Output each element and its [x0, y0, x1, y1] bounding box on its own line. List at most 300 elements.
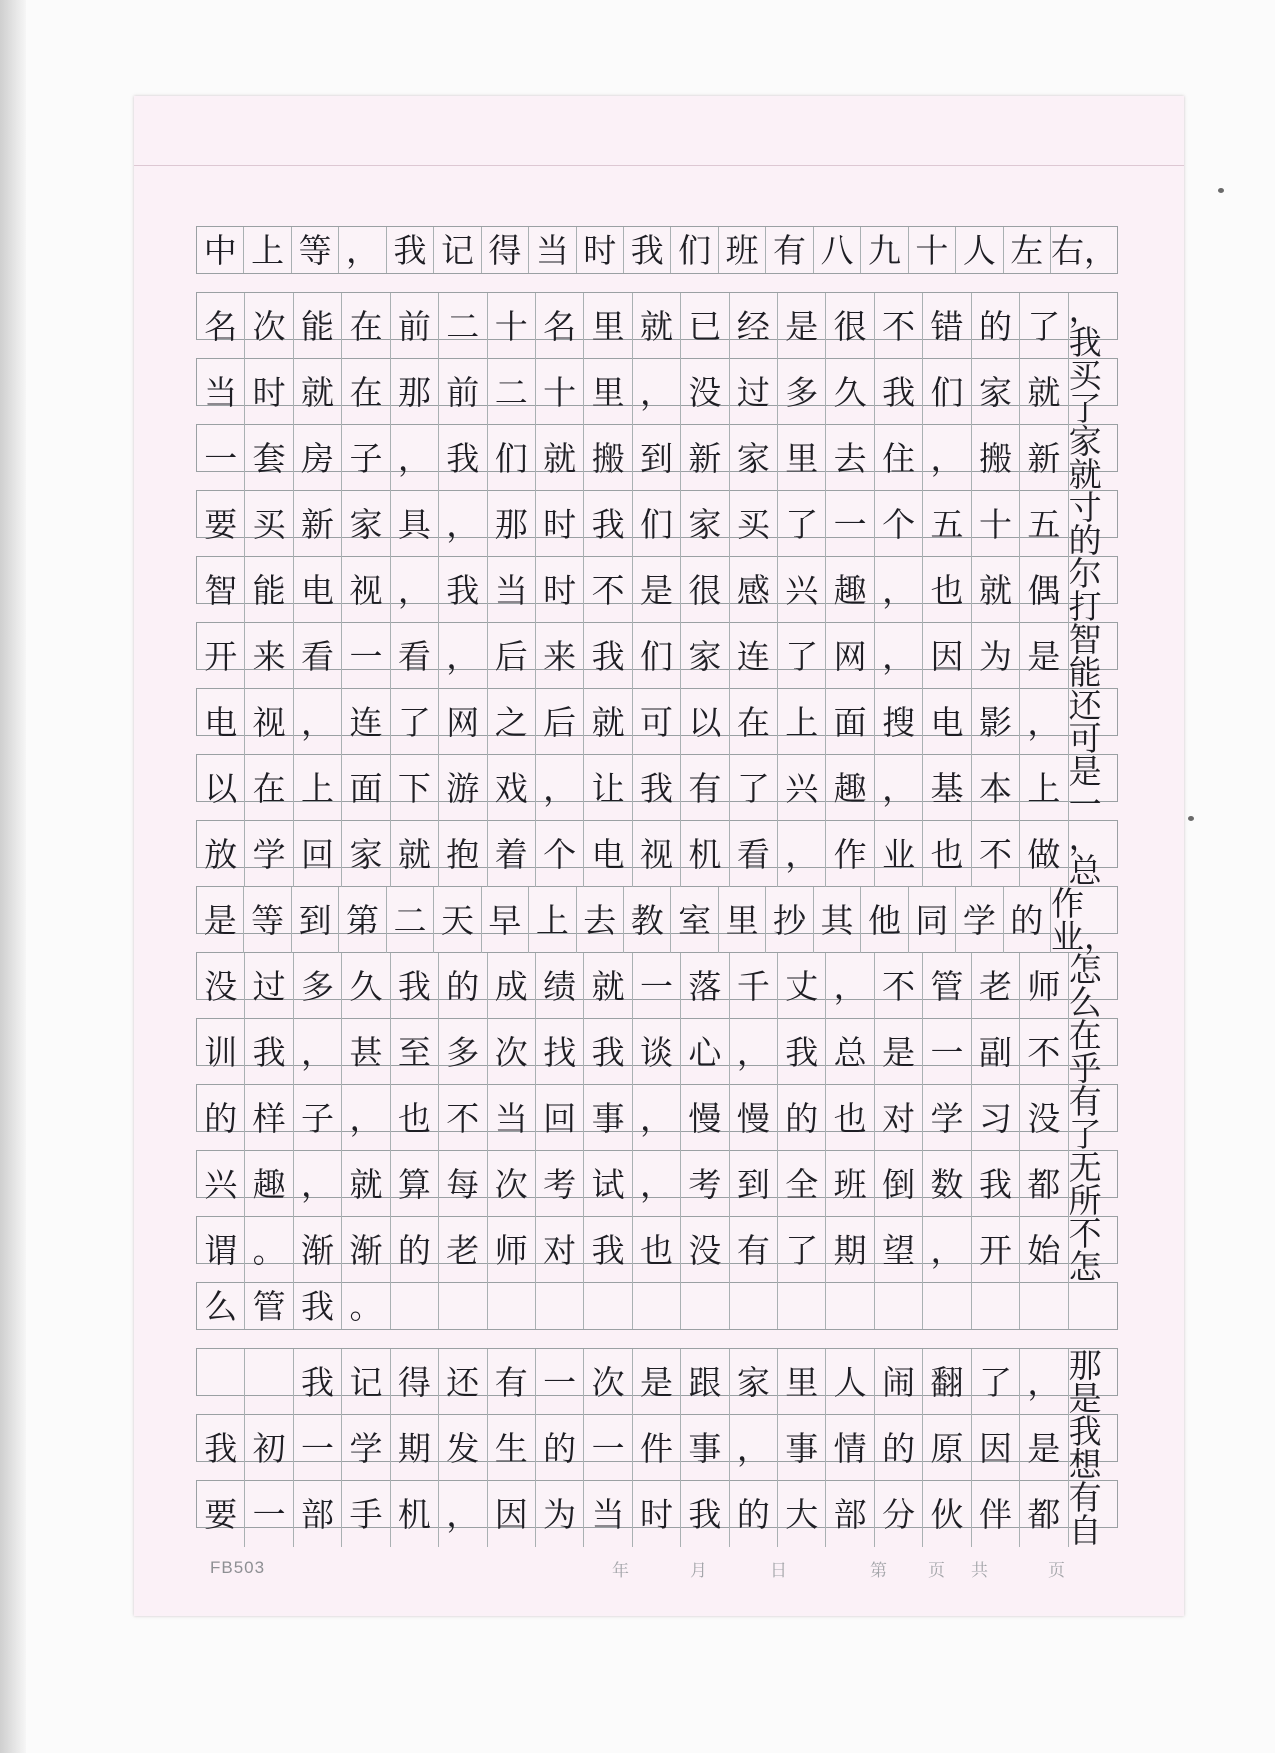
manuscript-cell: 时 [633, 1481, 681, 1547]
manuscript-cell: 很 [681, 557, 729, 623]
manuscript-cell: 在 [245, 755, 293, 821]
manuscript-cell: 五 [923, 491, 971, 557]
manuscript-cell: 那 [488, 491, 536, 557]
manuscript-cell: 考 [536, 1151, 584, 1217]
manuscript-cell: 过 [730, 359, 778, 425]
manuscript-cell: 无所 [1068, 1148, 1102, 1220]
manuscript-cell: 的 [778, 1085, 826, 1151]
manuscript-cell: 师 [488, 1217, 536, 1283]
manuscript-cell: 是一 [1068, 752, 1102, 824]
manuscript-cell: 他 [861, 887, 908, 953]
manuscript-cell: 因 [972, 1415, 1020, 1481]
manuscript-cell [391, 1283, 439, 1329]
manuscript-cell: 作业， [1050, 884, 1117, 956]
manuscript-cell: 对 [875, 1085, 923, 1151]
manuscript-cell: 不 [1020, 1019, 1068, 1085]
manuscript-cell: 十 [972, 491, 1020, 557]
manuscript-cell: 我 [584, 623, 632, 689]
manuscript-cell: ， [391, 557, 439, 623]
manuscript-cell: 上 [529, 887, 576, 953]
manuscript-cell: 去 [577, 887, 624, 953]
manuscript-cell: 没 [1020, 1085, 1068, 1151]
manuscript-cell: ， [391, 425, 439, 491]
manuscript-cell: 时 [536, 557, 584, 623]
manuscript-cell: 时 [245, 359, 293, 425]
manuscript-cell: 买 [730, 491, 778, 557]
manuscript-cell: 次 [488, 1019, 536, 1085]
footer-page-mid: 页共 [928, 1561, 1014, 1581]
manuscript-cell: 可 [633, 689, 681, 755]
manuscript-cell: 去 [826, 425, 874, 491]
manuscript-cell: 久 [826, 359, 874, 425]
manuscript-cell: 等 [292, 227, 339, 273]
manuscript-cell: 一 [923, 1019, 971, 1085]
manuscript-cell [584, 1283, 632, 1329]
manuscript-cell: 子 [342, 425, 390, 491]
manuscript-cell: 家 [681, 623, 729, 689]
manuscript-cell: ， [294, 689, 342, 755]
manuscript-cell: 试 [584, 1151, 632, 1217]
manuscript-cell: 当 [529, 227, 576, 273]
footer-page-suffix: 页 [1048, 1561, 1065, 1581]
manuscript-cell: 么 [197, 1283, 245, 1329]
manuscript-cell: 寸的 [1068, 488, 1102, 560]
manuscript-cell: 来 [536, 623, 584, 689]
manuscript-row [196, 1412, 1118, 1484]
manuscript-cell: 网 [826, 623, 874, 689]
manuscript-cell: 有自 [1068, 1478, 1102, 1550]
manuscript-cell: 班 [719, 227, 766, 273]
manuscript-cell: 看 [294, 623, 342, 689]
manuscript-cell: ， [294, 1019, 342, 1085]
manuscript-row [196, 1148, 1118, 1220]
manuscript-cell: 新 [1020, 425, 1068, 491]
manuscript-cell: 上 [244, 227, 291, 273]
manuscript-cell: 闹 [875, 1349, 923, 1415]
manuscript-cell: 连 [730, 623, 778, 689]
manuscript-cell: 情 [826, 1415, 874, 1481]
manuscript-cell: 能 [245, 557, 293, 623]
manuscript-cell: 视 [342, 557, 390, 623]
manuscript-cell: 房 [294, 425, 342, 491]
manuscript-cell: 就 [294, 359, 342, 425]
manuscript-cell: 还可 [1068, 686, 1102, 758]
manuscript-cell: 总 [826, 1019, 874, 1085]
manuscript-cell: 因 [488, 1481, 536, 1547]
manuscript-cell: 抱 [439, 821, 487, 887]
manuscript-cell: 们 [488, 425, 536, 491]
manuscript-cell: 有 [730, 1217, 778, 1283]
manuscript-cell: 二 [439, 293, 487, 359]
manuscript-cell: 其 [814, 887, 861, 953]
manuscript-row [196, 554, 1118, 626]
manuscript-cell: 当 [584, 1481, 632, 1547]
manuscript-cell: 家 [681, 491, 729, 557]
manuscript-cell: 十 [536, 359, 584, 425]
manuscript-cell: 机 [391, 1481, 439, 1547]
manuscript-cell: 落 [681, 953, 729, 1019]
manuscript-cell: 具 [391, 491, 439, 557]
manuscript-cell: 记 [434, 227, 481, 273]
manuscript-cell: 因 [923, 623, 971, 689]
manuscript-cell: 事 [778, 1415, 826, 1481]
manuscript-cell: 那是 [1068, 1346, 1102, 1418]
manuscript-cell: 怎么 [1068, 950, 1102, 1022]
manuscript-cell: 学 [245, 821, 293, 887]
manuscript-cell: 得 [482, 227, 529, 273]
scan-speck [1188, 816, 1194, 821]
manuscript-cell [245, 1349, 293, 1415]
manuscript-cell: 我 [439, 425, 487, 491]
manuscript-cell: 感 [730, 557, 778, 623]
manuscript-cell: 时 [577, 227, 624, 273]
manuscript-cell: 回 [294, 821, 342, 887]
manuscript-cell: 不 [875, 293, 923, 359]
manuscript-cell: 回 [536, 1085, 584, 1151]
manuscript-cell: 教 [624, 887, 671, 953]
manuscript-cell: 我 [391, 953, 439, 1019]
manuscript-row [196, 752, 1118, 824]
manuscript-cell: 就 [584, 689, 632, 755]
manuscript-cell: 也 [923, 557, 971, 623]
manuscript-cell: 的 [197, 1085, 245, 1151]
manuscript-cell: 有 [766, 227, 813, 273]
manuscript-cell: 前 [439, 359, 487, 425]
manuscript-cell: 家 [730, 1349, 778, 1415]
manuscript-cell: 的 [972, 293, 1020, 359]
manuscript-cell: 室 [671, 887, 718, 953]
manuscript-cell: 看 [391, 623, 439, 689]
manuscript-cell [681, 1283, 729, 1329]
manuscript-cell: 是 [633, 557, 681, 623]
manuscript-cell: 家 [730, 425, 778, 491]
manuscript-cell: 全 [778, 1151, 826, 1217]
manuscript-cell: 趣 [826, 557, 874, 623]
manuscript-cell: ， [342, 1085, 390, 1151]
manuscript-cell: 发 [439, 1415, 487, 1481]
manuscript-cell: 要 [197, 491, 245, 557]
manuscript-cell: 左 [1004, 227, 1051, 273]
manuscript-cell: 也 [633, 1217, 681, 1283]
manuscript-cell: 下 [391, 755, 439, 821]
manuscript-cell [197, 1349, 245, 1415]
manuscript-cell: 之 [488, 689, 536, 755]
manuscript-cell: 里 [719, 887, 766, 953]
manuscript-cell: ， [778, 821, 826, 887]
manuscript-row [196, 620, 1118, 692]
manuscript-cell: 一 [633, 953, 681, 1019]
manuscript-cell: 一 [584, 1415, 632, 1481]
manuscript-cell: 家 [342, 491, 390, 557]
footer-day-label: 日 [770, 1561, 787, 1581]
manuscript-cell: 谈 [633, 1019, 681, 1085]
manuscript-cell: 我 [584, 491, 632, 557]
manuscript-cell: 不 [584, 557, 632, 623]
manuscript-cell: 电 [294, 557, 342, 623]
manuscript-cell: 开 [197, 623, 245, 689]
manuscript-cell: 十 [488, 293, 536, 359]
manuscript-cell: ， [339, 227, 386, 273]
manuscript-cell: 还 [439, 1349, 487, 1415]
manuscript-cell: 们 [633, 491, 681, 557]
manuscript-cell: 八 [814, 227, 861, 273]
manuscript-cell: 一 [826, 491, 874, 557]
manuscript-cell: 渐 [294, 1217, 342, 1283]
footer-month-label: 月 [690, 1561, 707, 1581]
manuscript-cell: 不怎 [1068, 1214, 1102, 1286]
manuscript-cell [923, 1283, 971, 1329]
manuscript-cell: 经 [730, 293, 778, 359]
manuscript-cell [826, 1283, 874, 1329]
manuscript-cell: ，总 [1068, 818, 1102, 890]
manuscript-cell: ， [294, 1151, 342, 1217]
manuscript-cell: 家 [972, 359, 1020, 425]
manuscript-cell: 事 [584, 1085, 632, 1151]
manuscript-cell: 数 [923, 1151, 971, 1217]
manuscript-cell: 在 [730, 689, 778, 755]
manuscript-cell: 有 [488, 1349, 536, 1415]
manuscript-cell: 第 [339, 887, 386, 953]
manuscript-cell: 算 [391, 1151, 439, 1217]
manuscript-cell: 业 [875, 821, 923, 887]
manuscript-cell: 生 [488, 1415, 536, 1481]
manuscript-cell: 做 [1020, 821, 1068, 887]
manuscript-row [196, 1282, 1118, 1330]
manuscript-cell: ， [875, 557, 923, 623]
manuscript-cell: 兴 [778, 557, 826, 623]
manuscript-cell: 我 [294, 1349, 342, 1415]
manuscript-cell: 就 [633, 293, 681, 359]
manuscript-cell: 都 [1020, 1481, 1068, 1547]
manuscript-cell: 到 [730, 1151, 778, 1217]
manuscript-cell: 们 [923, 359, 971, 425]
manuscript-cell: 了 [391, 689, 439, 755]
manuscript-cell: ， [923, 425, 971, 491]
manuscript-cell: 上 [1020, 755, 1068, 821]
manuscript-cell: 我 [681, 1481, 729, 1547]
manuscript-cell: 对 [536, 1217, 584, 1283]
manuscript-cell: ， [633, 1151, 681, 1217]
manuscript-cell: 兴 [197, 1151, 245, 1217]
manuscript-cell: 到 [633, 425, 681, 491]
manuscript-cell: 了 [778, 1217, 826, 1283]
manuscript-cell: 就 [391, 821, 439, 887]
manuscript-cell: 后 [536, 689, 584, 755]
manuscript-cell: 是 [875, 1019, 923, 1085]
paper-code: FB503 [210, 1558, 266, 1577]
manuscript-cell: 我 [875, 359, 923, 425]
manuscript-cell: 师 [1020, 953, 1068, 1019]
manuscript-row [196, 356, 1118, 428]
manuscript-cell: ， [1020, 1349, 1068, 1415]
manuscript-cell: 搜 [875, 689, 923, 755]
manuscript-cell: 抄 [766, 887, 813, 953]
manuscript-cell: 的 [730, 1481, 778, 1547]
manuscript-cell: 们 [671, 227, 718, 273]
manuscript-cell [1020, 1283, 1068, 1329]
manuscript-cell: 面 [342, 755, 390, 821]
manuscript-cell: 我 [387, 227, 434, 273]
manuscript-cell: 时 [536, 491, 584, 557]
manuscript-row [196, 488, 1118, 560]
manuscript-cell: 为 [536, 1481, 584, 1547]
manuscript-cell: 电 [197, 689, 245, 755]
manuscript-cell: 人 [956, 227, 1003, 273]
manuscript-cell: 是 [1020, 623, 1068, 689]
manuscript-cell: 智 [197, 557, 245, 623]
manuscript-cell: 尔打 [1068, 554, 1102, 626]
manuscript-cell: ， [875, 755, 923, 821]
manuscript-cell: 大 [778, 1481, 826, 1547]
manuscript-cell: 我 [245, 1019, 293, 1085]
manuscript-cell: 很 [826, 293, 874, 359]
manuscript-cell: 以 [197, 755, 245, 821]
manuscript-cell: 多 [294, 953, 342, 1019]
manuscript-cell: 前 [391, 293, 439, 359]
manuscript-cell: 以 [681, 689, 729, 755]
manuscript-cell: 新 [294, 491, 342, 557]
manuscript-cell: 老 [439, 1217, 487, 1283]
manuscript-cell: 我想 [1068, 1412, 1102, 1484]
manuscript-cell: 不 [875, 953, 923, 1019]
manuscript-cell: 个 [536, 821, 584, 887]
manuscript-cell: 是 [1020, 1415, 1068, 1481]
manuscript-cell [536, 1283, 584, 1329]
manuscript-cell: 为 [972, 623, 1020, 689]
manuscript-cell [439, 1283, 487, 1329]
manuscript-cell: 影 [972, 689, 1020, 755]
manuscript-cell: 丈 [778, 953, 826, 1019]
manuscript-cell: 班 [826, 1151, 874, 1217]
manuscript-cell: 渐 [342, 1217, 390, 1283]
manuscript-cell: 得 [391, 1349, 439, 1415]
manuscript-cell: ， [826, 953, 874, 1019]
manuscript-cell: 就 [584, 953, 632, 1019]
manuscript-cell: 不 [439, 1085, 487, 1151]
manuscript-cell: 每 [439, 1151, 487, 1217]
manuscript-cell: 一 [245, 1481, 293, 1547]
manuscript-cell: 一 [536, 1349, 584, 1415]
manuscript-cell: 我 [633, 755, 681, 821]
manuscript-cell: 后 [488, 623, 536, 689]
scan-edge-shadow [0, 0, 26, 1753]
manuscript-cell: 就 [342, 1151, 390, 1217]
manuscript-cell: 我 [439, 557, 487, 623]
manuscript-cell: ， [923, 1217, 971, 1283]
manuscript-cell: 人 [826, 1349, 874, 1415]
manuscript-cell: 当 [197, 359, 245, 425]
manuscript-cell [488, 1283, 536, 1329]
manuscript-cell: 期 [826, 1217, 874, 1283]
manuscript-cell: 初 [245, 1415, 293, 1481]
manuscript-cell: 着 [488, 821, 536, 887]
manuscript-cell: 看 [730, 821, 778, 887]
manuscript-cell: 都 [1020, 1151, 1068, 1217]
manuscript-cell: 了 [778, 491, 826, 557]
manuscript-cell: 的 [1004, 887, 1051, 953]
manuscript-cell [972, 1283, 1020, 1329]
manuscript-cell: 伴 [972, 1481, 1020, 1547]
manuscript-cell: 让 [584, 755, 632, 821]
manuscript-cell: 期 [391, 1415, 439, 1481]
manuscript-row [196, 1214, 1118, 1286]
manuscript-cell: 了 [778, 623, 826, 689]
manuscript-cell: 伙 [923, 1481, 971, 1547]
manuscript-cell: 我 [972, 1151, 1020, 1217]
manuscript-cell: ， [633, 1085, 681, 1151]
manuscript-cell: 视 [633, 821, 681, 887]
manuscript-cell: 到 [292, 887, 339, 953]
manuscript-cell: 二 [488, 359, 536, 425]
manuscript-cell: ， [633, 359, 681, 425]
manuscript-cell: 我 [778, 1019, 826, 1085]
manuscript-cell: 跟 [681, 1349, 729, 1415]
footer-page-prefix: 第 [870, 1561, 887, 1581]
manuscript-cell: 的 [536, 1415, 584, 1481]
manuscript-cell: 心 [681, 1019, 729, 1085]
manuscript-cell: 没 [681, 1217, 729, 1283]
manuscript-cell: ， [730, 1415, 778, 1481]
manuscript-cell: 同 [909, 887, 956, 953]
manuscript-cell: 在 [342, 293, 390, 359]
manuscript-cell: 放 [197, 821, 245, 887]
manuscript-cell: 上 [294, 755, 342, 821]
manuscript-cell: 视 [245, 689, 293, 755]
manuscript-cell: 买 [245, 491, 293, 557]
manuscript-cell: 千 [730, 953, 778, 1019]
manuscript-cell: 的 [875, 1415, 923, 1481]
manuscript-cell: 中 [197, 227, 244, 273]
manuscript-cell: 过 [245, 953, 293, 1019]
manuscript-cell: 老 [972, 953, 1020, 1019]
manuscript-cell: 戏 [488, 755, 536, 821]
manuscript-cell: 久 [342, 953, 390, 1019]
manuscript-cell: 就 [1020, 359, 1068, 425]
manuscript-cell: ， [439, 623, 487, 689]
manuscript-cell: 名 [536, 293, 584, 359]
manuscript-cell: 不 [972, 821, 1020, 887]
manuscript-cell: 偶 [1020, 557, 1068, 623]
manuscript-cell: 。 [342, 1283, 390, 1329]
manuscript-row [196, 1082, 1118, 1154]
manuscript-cell: ， [536, 755, 584, 821]
manuscript-cell: 里 [584, 293, 632, 359]
manuscript-cell: 是 [778, 293, 826, 359]
manuscript-cell: 次 [584, 1349, 632, 1415]
manuscript-cell: 我 [294, 1283, 342, 1329]
header-rule [134, 165, 1184, 166]
manuscript-cell: 部 [294, 1481, 342, 1547]
manuscript-cell: 本 [972, 755, 1020, 821]
manuscript-cell: ， [439, 1481, 487, 1547]
manuscript-cell: 事 [681, 1415, 729, 1481]
manuscript-cell: 也 [391, 1085, 439, 1151]
manuscript-row [196, 1478, 1118, 1550]
manuscript-cell: 成 [488, 953, 536, 1019]
manuscript-cell: 搬 [972, 425, 1020, 491]
footer-year-label: 年 [612, 1561, 629, 1581]
manuscript-cell: 望 [875, 1217, 923, 1283]
manuscript-cell: 绩 [536, 953, 584, 1019]
manuscript-row [196, 422, 1118, 494]
manuscript-cell: 是 [633, 1349, 681, 1415]
manuscript-cell: 一 [197, 425, 245, 491]
manuscript-cell: ， [1020, 689, 1068, 755]
manuscript-cell: 原 [923, 1415, 971, 1481]
manuscript-cell: 翻 [923, 1349, 971, 1415]
manuscript-cell: 里 [584, 359, 632, 425]
manuscript-cell: 那 [391, 359, 439, 425]
